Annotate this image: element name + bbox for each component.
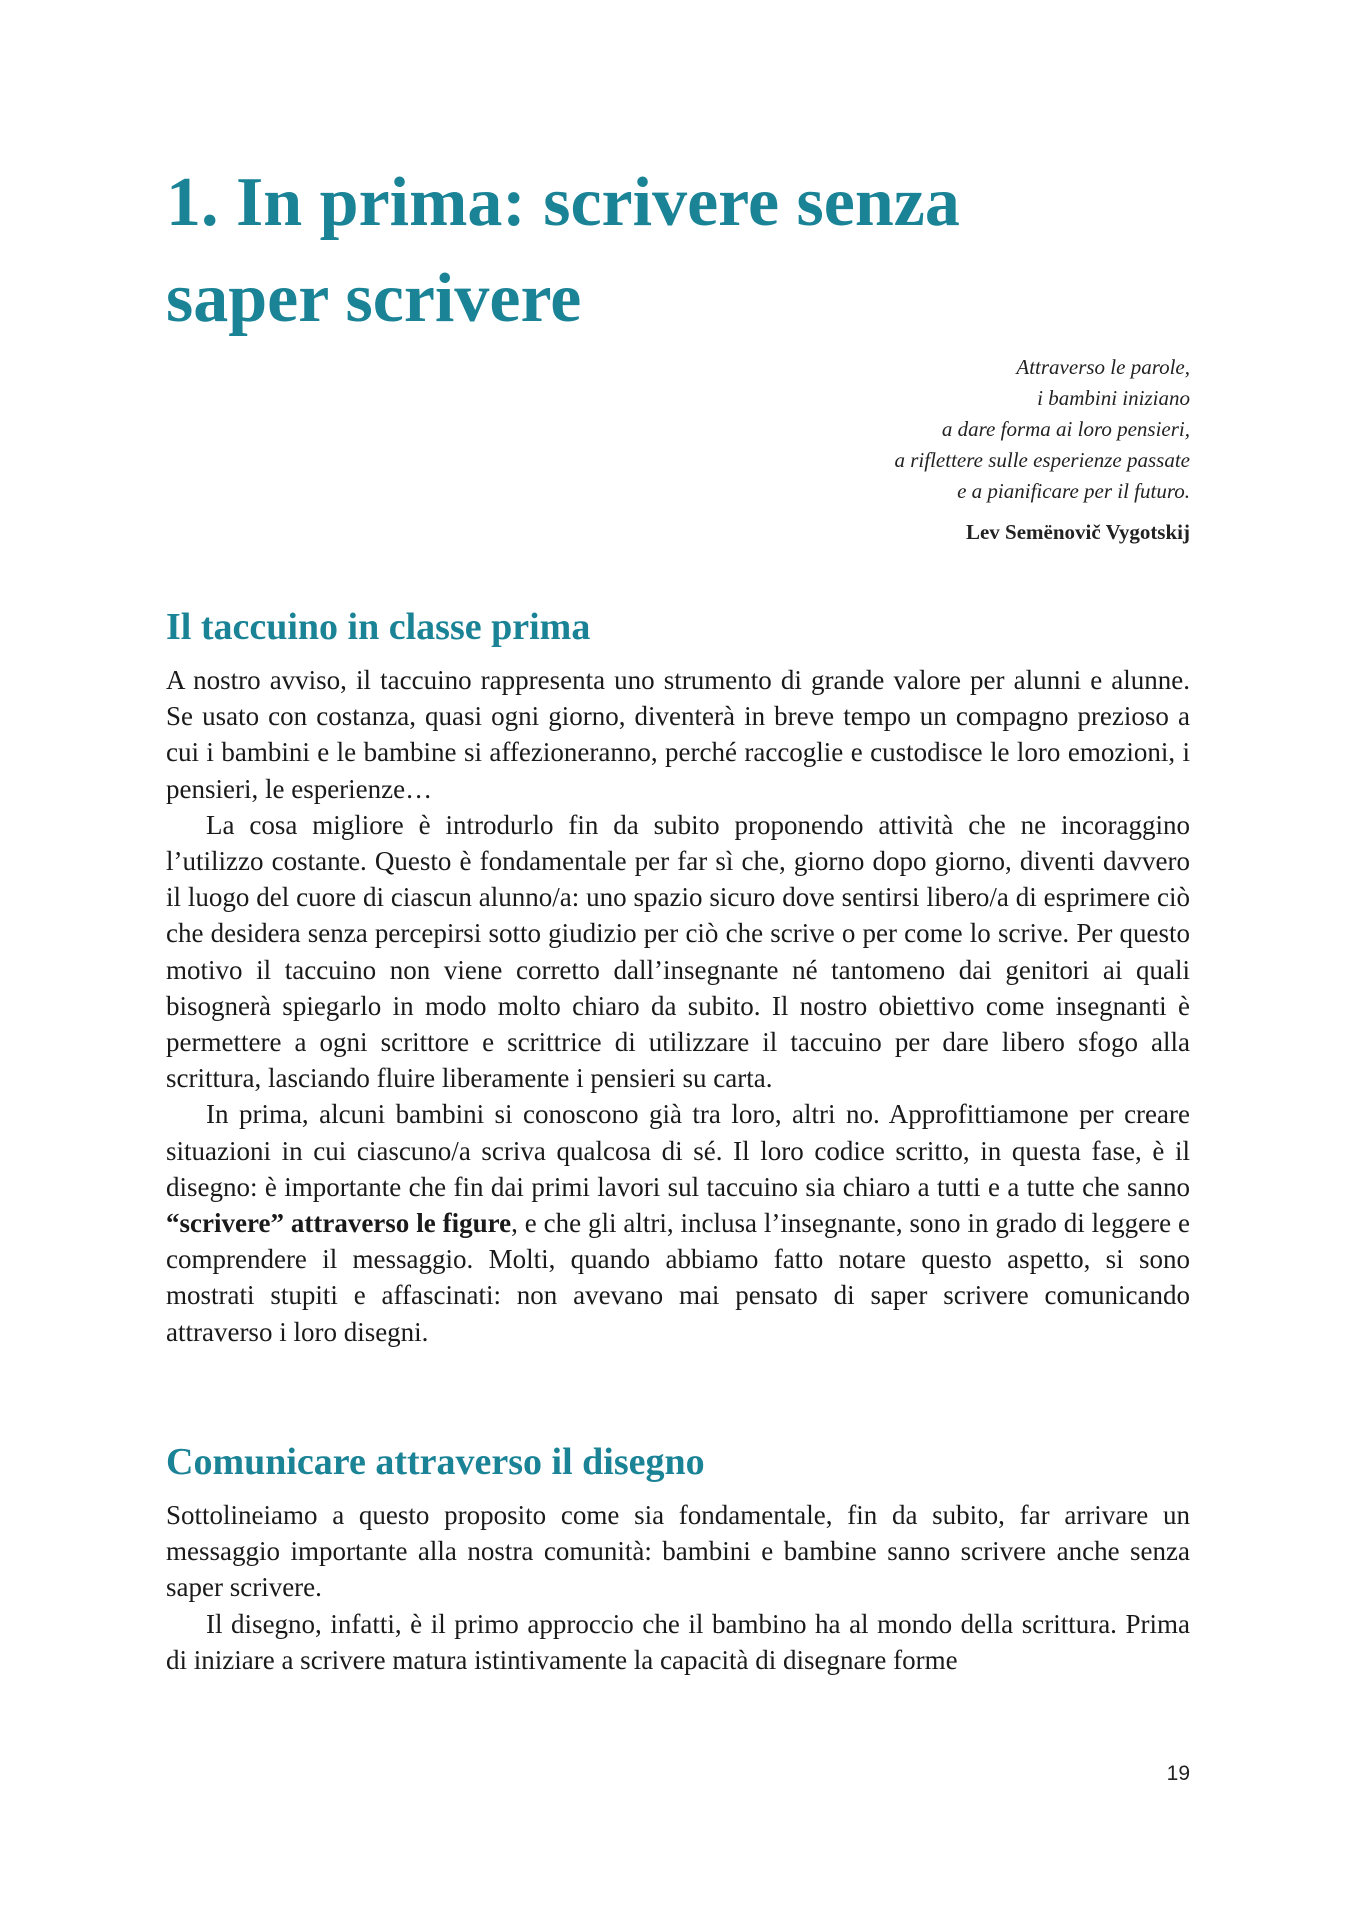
epigraph-author: Lev Semënovič Vygotskij [965,520,1190,544]
epigraph-line: i bambini iniziano [1037,386,1190,410]
chapter-title-line-2: saper scrivere [166,260,582,337]
section-heading-taccuino: Il taccuino in classe prima [166,606,591,648]
paragraph-text: , e che gli altri, inclusa l’insegnante, sono in grado di leggere e comprendere il messaggio. Molti, quando abbiamo fatto notare questo aspetto, si sono mostrati stupiti e affascinati: non avevano mai pensato di saper scrivere comunicando attraverso i loro disegni. [166,1208,1190,1347]
section-body-taccuino [166,662,1190,1350]
paragraph: A nostro avviso, il taccuino rappresenta uno strumento di grande valore per alunni e alunne. Se usato con costanza, quasi ogni giorno, diventerà in breve tempo un compagno prezioso a cui i bambini e le bambine si affezioneranno, perché raccoglie e custodisce le loro emozioni, i pensieri, le esperienze… [166,665,1190,804]
epigraph-line: a riflettere sulle esperienze passate [894,448,1190,472]
page-number: 19 [1166,1762,1190,1785]
paragraph: La cosa migliore è introdurlo fin da subito proponendo attività che ne incoraggino l’utilizzo costante. Questo è fondamentale per far sì che, giorno dopo giorno, diventi davvero il luogo del cuore di ciascun alunno/a: uno spazio sicuro dove sentirsi libero/a di esprimere ciò che desidera senza percepirsi sotto giudizio per ciò che scrive o per come lo scrive. Per questo motivo il taccuino non viene corretto dall’insegnante né tantomeno dai genitori ai quali bisognerà spiegarlo in modo molto chiaro da subito. Il nostro obiettivo come insegnanti è permettere a ogni scrittore e scrittrice di utilizzare il taccuino per dare libero sfogo alla scrittura, lasciando fluire liberamente i pensieri su carta. [166,809,1190,1094]
paragraph: Sottolineiamo a questo proposito come sia fondamentale, fin da subito, far arrivare un messaggio importante alla nostra comunità: bambini e bambine sanno scrivere anche senza saper scrivere. [166,1500,1190,1603]
section-heading-disegno: Comunicare attraverso il disegno [166,1441,705,1483]
paragraph [166,1096,1190,1349]
chapter-title-line-1: 1. In prima: scrivere senza [166,164,960,241]
epigraph-line: Attraverso le parole, [1016,355,1190,379]
paragraph-text: In prima, alcuni bambini si conoscono già tra loro, altri no. Approfittiamone per creare situazioni in cui ciascuno/a scriva qualcosa di sé. Il loro codice scritto, in questa fase, è il disegno: è importante che fin dai primi lavori sul taccuino sia chiaro a tutti e a tutte che sanno [166,1099,1190,1202]
bold-phrase: “scrivere” attraverso le figure [166,1208,512,1239]
section-body-disegno [166,1497,1190,1678]
chapter-title [166,155,960,347]
paragraph: Il disegno, infatti, è il primo approccio che il bambino ha al mondo della scrittura. Prima di iniziare a scrivere matura istintivamente la capacità di disegnare forme [166,1608,1190,1675]
epigraph-line: a dare forma ai loro pensieri, [941,417,1190,441]
epigraph [895,352,1191,507]
epigraph-line: e a pianificare per il futuro. [957,479,1190,503]
